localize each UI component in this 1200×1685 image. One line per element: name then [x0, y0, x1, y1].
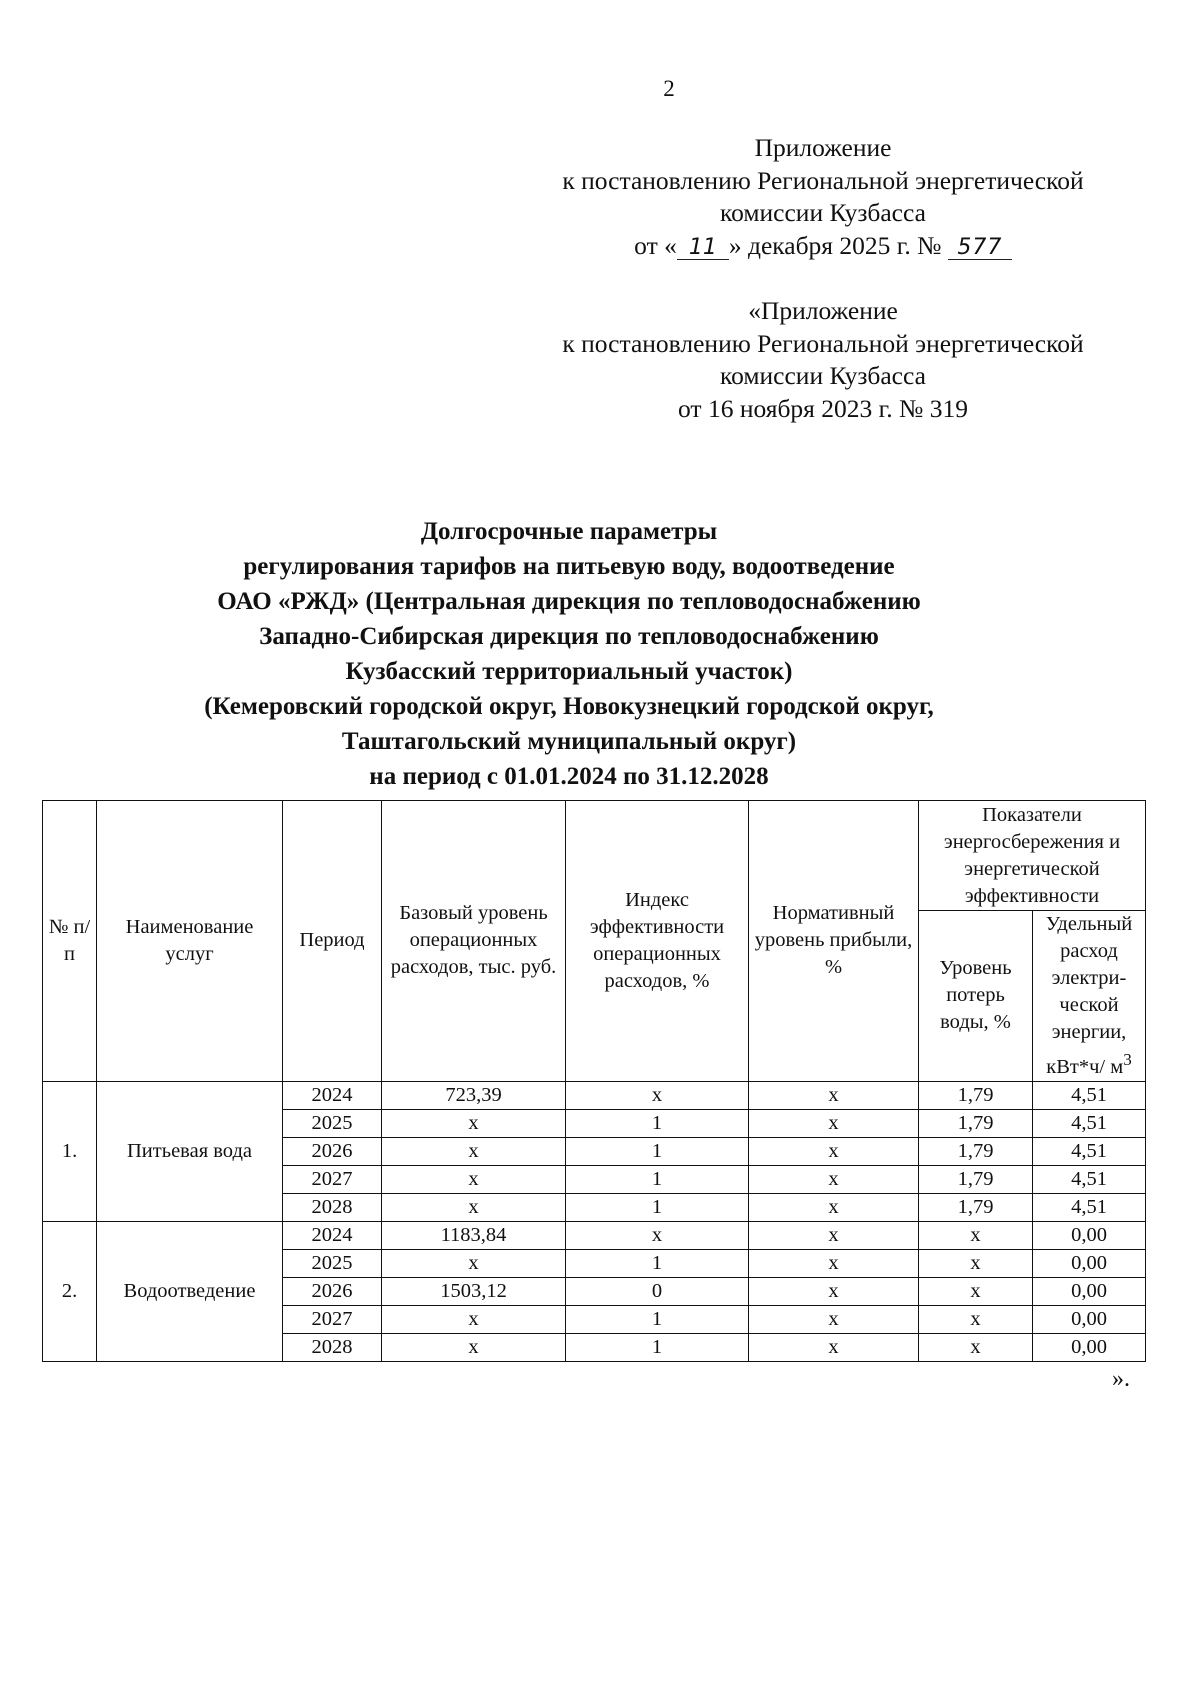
profit-level-cell: х — [749, 1109, 919, 1137]
title-line: на период с 01.01.2024 по 31.12.2028 — [369, 763, 769, 790]
appendix-resolution-line: к постановлению Региональной энергетической — [562, 165, 1084, 195]
title-line: Западно-Сибирская дирекция по тепловодоснабжению — [259, 623, 879, 650]
efficiency-index-cell: х — [566, 1221, 749, 1249]
profit-level-cell: х — [749, 1165, 919, 1193]
header-electricity-consumption — [1033, 911, 1146, 1082]
table-row — [43, 1081, 1146, 1109]
base-costs-cell: 1503,12 — [382, 1277, 566, 1305]
efficiency-index-cell: 1 — [566, 1109, 749, 1137]
header-base-operating-costs: Базовый уровень операционных расходов, тыс. руб. — [382, 801, 566, 1082]
appendix-date-line — [520, 230, 1126, 263]
profit-level-cell: х — [749, 1137, 919, 1165]
header-energy-efficiency-group: Показатели энергосбережения и энергетической эффективности — [919, 801, 1146, 911]
header-row-number: № п/п — [43, 801, 97, 1082]
efficiency-index-cell: 1 — [566, 1333, 749, 1361]
efficiency-index-cell: х — [566, 1081, 749, 1109]
period-cell: 2024 — [283, 1221, 382, 1249]
title-line: ОАО «РЖД» (Центральная дирекция по тепловодоснабжению — [217, 588, 921, 615]
electricity-header-text: Удельный расход электри- ческой энергии, кВт*ч/ м — [1045, 913, 1133, 1078]
water-losses-cell: х — [919, 1249, 1033, 1277]
water-losses-cell: 1,79 — [919, 1109, 1033, 1137]
base-costs-cell: х — [382, 1137, 566, 1165]
period-cell: 2025 — [283, 1249, 382, 1277]
base-costs-cell: х — [382, 1333, 566, 1361]
appendix-commission-line: комиссии Кузбасса — [720, 361, 926, 390]
efficiency-index-cell: 1 — [566, 1165, 749, 1193]
tariff-parameters-table — [42, 800, 1146, 1362]
title-line: Долгосрочные параметры — [420, 518, 718, 545]
efficiency-index-cell: 1 — [566, 1305, 749, 1333]
water-losses-cell: 1,79 — [919, 1081, 1033, 1109]
profit-level-cell: х — [749, 1277, 919, 1305]
service-name-cell: Водоотведение — [97, 1221, 283, 1361]
base-costs-cell: х — [382, 1249, 566, 1277]
page-number: 2 — [663, 76, 675, 101]
appendix-commission-line: комиссии Кузбасса — [720, 198, 926, 227]
appendix-header-current — [520, 132, 1126, 262]
profit-level-cell: х — [749, 1081, 919, 1109]
electricity-cell: 4,51 — [1033, 1193, 1146, 1221]
row-number-cell: 2. — [43, 1221, 97, 1361]
base-costs-cell: х — [382, 1305, 566, 1333]
electricity-cell: 4,51 — [1033, 1109, 1146, 1137]
base-costs-cell: х — [382, 1193, 566, 1221]
electricity-cell: 4,51 — [1033, 1137, 1146, 1165]
header-service-name: Наименование услуг — [97, 801, 283, 1082]
electricity-cell: 0,00 — [1033, 1277, 1146, 1305]
header-water-losses: Уровень потерь воды, % — [919, 911, 1033, 1082]
period-cell: 2028 — [283, 1193, 382, 1221]
base-costs-cell: х — [382, 1109, 566, 1137]
appendix-label: «Приложение — [748, 296, 898, 325]
efficiency-index-cell: 1 — [566, 1137, 749, 1165]
title-line: Кузбасский территориальный участок) — [345, 658, 793, 685]
period-cell: 2026 — [283, 1137, 382, 1165]
profit-level-cell: х — [749, 1221, 919, 1249]
period-cell: 2027 — [283, 1165, 382, 1193]
electricity-cell: 4,51 — [1033, 1165, 1146, 1193]
base-costs-cell: 1183,84 — [382, 1221, 566, 1249]
electricity-cell: 0,00 — [1033, 1305, 1146, 1333]
date-suffix: » декабря 2025 г. № — [728, 230, 942, 260]
base-costs-cell: х — [382, 1165, 566, 1193]
period-cell: 2024 — [283, 1081, 382, 1109]
header-period: Период — [283, 801, 382, 1082]
water-losses-cell: х — [919, 1221, 1033, 1249]
period-cell: 2028 — [283, 1333, 382, 1361]
document-title — [200, 514, 938, 794]
electricity-cell: 0,00 — [1033, 1249, 1146, 1277]
profit-level-cell: х — [749, 1193, 919, 1221]
water-losses-cell: х — [919, 1333, 1033, 1361]
electricity-cell: 0,00 — [1033, 1221, 1146, 1249]
efficiency-index-cell: 1 — [566, 1249, 749, 1277]
table-body — [43, 1081, 1146, 1361]
appendix-resolution-line: к постановлению Региональной энергетической — [562, 328, 1084, 358]
electricity-cell: 4,51 — [1033, 1081, 1146, 1109]
handwritten-day: 11 — [677, 237, 729, 260]
base-costs-cell: 723,39 — [382, 1081, 566, 1109]
electricity-header-superscript: 3 — [1123, 1050, 1132, 1069]
period-cell: 2026 — [283, 1277, 382, 1305]
header-profit-level: Нормативный уровень прибыли, % — [749, 801, 919, 1082]
efficiency-index-cell: 0 — [566, 1277, 749, 1305]
appendix-date-line: от 16 ноября 2023 г. № 319 — [678, 393, 968, 423]
water-losses-cell: х — [919, 1277, 1033, 1305]
service-name-cell: Питьевая вода — [97, 1081, 283, 1221]
header-efficiency-index: Индекс эффективности операционных расходов, % — [566, 801, 749, 1082]
closing-quote: ». — [1112, 1366, 1130, 1392]
table-row — [43, 1221, 1146, 1249]
profit-level-cell: х — [749, 1305, 919, 1333]
appendix-label: Приложение — [754, 133, 892, 162]
appendix-header-original — [520, 295, 1126, 425]
handwritten-resolution-number: 577 — [948, 237, 1012, 260]
water-losses-cell: 1,79 — [919, 1193, 1033, 1221]
period-cell: 2025 — [283, 1109, 382, 1137]
water-losses-cell: х — [919, 1305, 1033, 1333]
title-line: Таштагольский муниципальный округ) — [341, 728, 797, 755]
profit-level-cell: х — [749, 1249, 919, 1277]
date-prefix: от « — [634, 230, 677, 260]
period-cell: 2027 — [283, 1305, 382, 1333]
electricity-cell: 0,00 — [1033, 1333, 1146, 1361]
row-number-cell: 1. — [43, 1081, 97, 1221]
water-losses-cell: 1,79 — [919, 1137, 1033, 1165]
title-line: (Кемеровский городской округ, Новокузнецкий городской округ, — [204, 693, 934, 720]
efficiency-index-cell: 1 — [566, 1193, 749, 1221]
title-line: регулирования тарифов на питьевую воду, водоотведение — [243, 553, 895, 580]
profit-level-cell: х — [749, 1333, 919, 1361]
water-losses-cell: 1,79 — [919, 1165, 1033, 1193]
